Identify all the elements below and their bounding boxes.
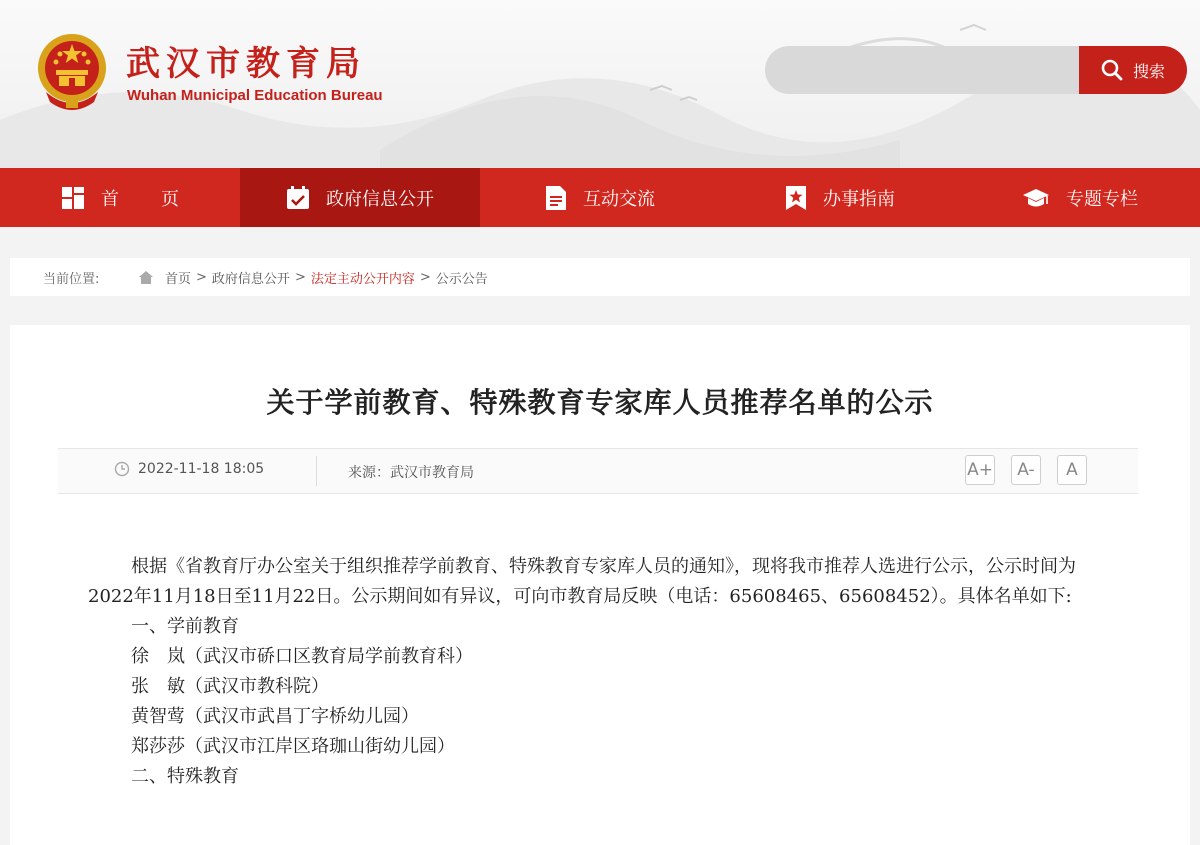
section-heading: 一、学前教育 — [131, 616, 239, 637]
breadcrumb-statutory-content[interactable]: 法定主动公开内容 — [310, 271, 415, 287]
breadcrumb-gov-info[interactable]: 政府信息公开 — [211, 271, 290, 287]
breadcrumb-separator: > — [196, 269, 207, 285]
article-panel — [10, 325, 1190, 845]
bookmark-star-icon — [785, 185, 807, 211]
search-button-label: 搜索 — [1132, 61, 1165, 81]
list-item: 黄智莺（武汉市武昌丁字桥幼儿园） — [131, 706, 419, 727]
nav-item-gov-info[interactable] — [240, 168, 480, 227]
article-source: 来源：武汉市教育局 — [348, 465, 474, 481]
home-grid-icon — [61, 186, 85, 210]
site-header — [0, 0, 1200, 168]
font-default-button[interactable] — [1057, 455, 1087, 485]
meta-divider — [316, 456, 317, 486]
home-icon — [139, 271, 153, 284]
article-content — [88, 552, 1118, 792]
search-box — [765, 46, 1187, 94]
font-increase-button[interactable] — [965, 455, 995, 485]
breadcrumb-label: 当前位置: — [43, 271, 100, 287]
graduation-cap-icon — [1022, 187, 1050, 209]
nav-label: 专题专栏 — [1066, 188, 1138, 210]
calendar-check-icon — [286, 186, 310, 210]
site-title-cn: 武汉市教育局 — [126, 44, 366, 84]
font-default-label: A — [1066, 460, 1078, 480]
publish-date: 2022-11-18 18:05 — [138, 461, 265, 477]
nav-item-topics[interactable] — [960, 168, 1200, 227]
nav-label: 首页 — [101, 188, 221, 210]
section-heading: 二、特殊教育 — [131, 766, 239, 787]
nav-item-guide[interactable] — [720, 168, 960, 227]
article-meta-bar — [58, 448, 1138, 494]
national-emblem-icon — [36, 32, 108, 110]
publish-time — [114, 461, 264, 477]
nav-item-home[interactable] — [0, 168, 240, 227]
breadcrumb-announcements[interactable]: 公示公告 — [435, 271, 488, 287]
search-icon — [1101, 59, 1123, 81]
list-item: 郑莎莎（武汉市江岸区珞珈山街幼儿园） — [131, 736, 455, 757]
list-item: 徐 岚（武汉市硚口区教育局学前教育科） — [131, 646, 473, 667]
article-intro: 根据《省教育厅办公室关于组织推荐学前教育、特殊教育专家库人员的通知》，现将我市推荐人选进行公示，公示时间为2022年11月18日至11月22日。公示期间如有异议，可向市教育局反映（电话：65608465、65608452）。具体名单如下: — [88, 556, 1076, 607]
nav-label: 政府信息公开 — [326, 188, 434, 210]
search-input[interactable] — [765, 46, 1080, 94]
breadcrumb — [10, 258, 1190, 296]
site-title-en: Wuhan Municipal Education Bureau — [127, 87, 383, 104]
breadcrumb-home[interactable]: 首页 — [165, 271, 192, 287]
list-item: 张 敏（武汉市教科院） — [131, 676, 329, 697]
font-decrease-label: A- — [1017, 460, 1035, 480]
search-button[interactable] — [1079, 46, 1187, 94]
nav-label: 办事指南 — [823, 188, 895, 210]
font-decrease-button[interactable] — [1011, 455, 1041, 485]
document-icon — [545, 185, 567, 211]
clock-icon — [114, 461, 130, 477]
nav-item-interaction[interactable] — [480, 168, 720, 227]
breadcrumb-separator: > — [419, 269, 431, 285]
main-nav — [0, 168, 1200, 227]
article-title: 关于学前教育、特殊教育专家库人员推荐名单的公示 — [266, 386, 934, 419]
font-increase-label: A+ — [967, 460, 993, 480]
breadcrumb-separator: > — [294, 269, 306, 285]
nav-label: 互动交流 — [583, 188, 655, 210]
